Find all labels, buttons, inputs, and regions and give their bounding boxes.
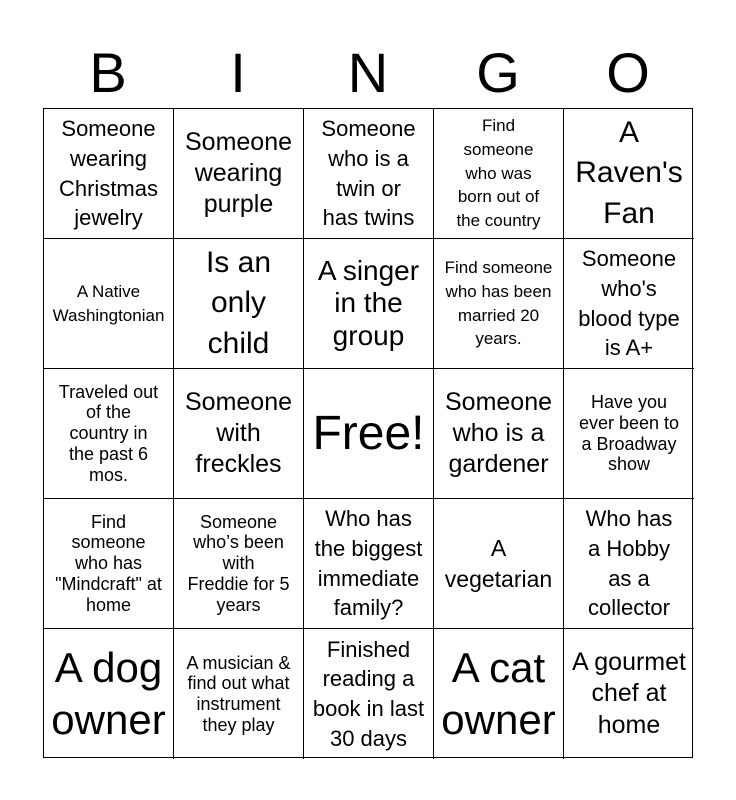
header-letter-g: G xyxy=(476,41,520,104)
bingo-cell[interactable]: A musician & find out what instrument they play xyxy=(174,629,304,759)
header-letter-b: B xyxy=(89,41,127,104)
bingo-cell[interactable]: A gourmet chef at home xyxy=(572,648,686,739)
bingo-cell[interactable]: Have you ever been to a Broadway show xyxy=(564,369,694,499)
bingo-cell[interactable]: Someone with freckles xyxy=(174,369,304,499)
bingo-cell[interactable]: Is an only child xyxy=(174,239,304,369)
free-space[interactable]: Free! xyxy=(304,369,434,499)
header-letter-o: O xyxy=(606,41,650,104)
bingo-card xyxy=(43,108,693,758)
bingo-cell[interactable]: Who has a Hobby as a collector xyxy=(564,499,694,629)
bingo-cell[interactable]: Find someone who has been married 20 years. xyxy=(434,239,564,369)
bingo-cell[interactable]: A vegetarian xyxy=(434,499,564,629)
bingo-cell[interactable]: Someone who is a twin or has twins xyxy=(304,109,434,239)
bingo-cell[interactable]: Finished reading a book in last 30 days xyxy=(304,629,434,759)
bingo-cell[interactable]: Someone who is a gardener xyxy=(434,369,564,499)
bingo-cell[interactable]: A dog owner xyxy=(44,629,174,759)
bingo-cell[interactable]: Who has the biggest immediate family? xyxy=(304,499,434,629)
bingo-header xyxy=(43,40,693,106)
bingo-cell[interactable]: A cat owner xyxy=(434,629,564,759)
bingo-cell[interactable]: Find someone who has "Mindcraft" at home xyxy=(44,499,174,629)
bingo-cell[interactable]: A Native Washingtonian xyxy=(44,239,174,369)
bingo-cell[interactable]: Someone wearing purple xyxy=(174,109,304,239)
bingo-cell[interactable]: Traveled out of the country in the past 6 mos. xyxy=(44,369,174,499)
header-letter-i: I xyxy=(230,41,246,104)
bingo-cell[interactable]: Someone who's blood type is A+ xyxy=(564,239,694,369)
bingo-cell[interactable]: Find someone who was born out of the country xyxy=(434,109,564,239)
bingo-cell[interactable]: Someone who’s been with Freddie for 5 years xyxy=(174,499,304,629)
header-letter-n: N xyxy=(347,41,389,104)
bingo-cell[interactable]: A singer in the group xyxy=(304,239,434,369)
bingo-cell[interactable]: Someone wearing Christmas jewelry xyxy=(44,109,174,239)
bingo-cell[interactable]: A Raven's Fan xyxy=(564,109,694,239)
